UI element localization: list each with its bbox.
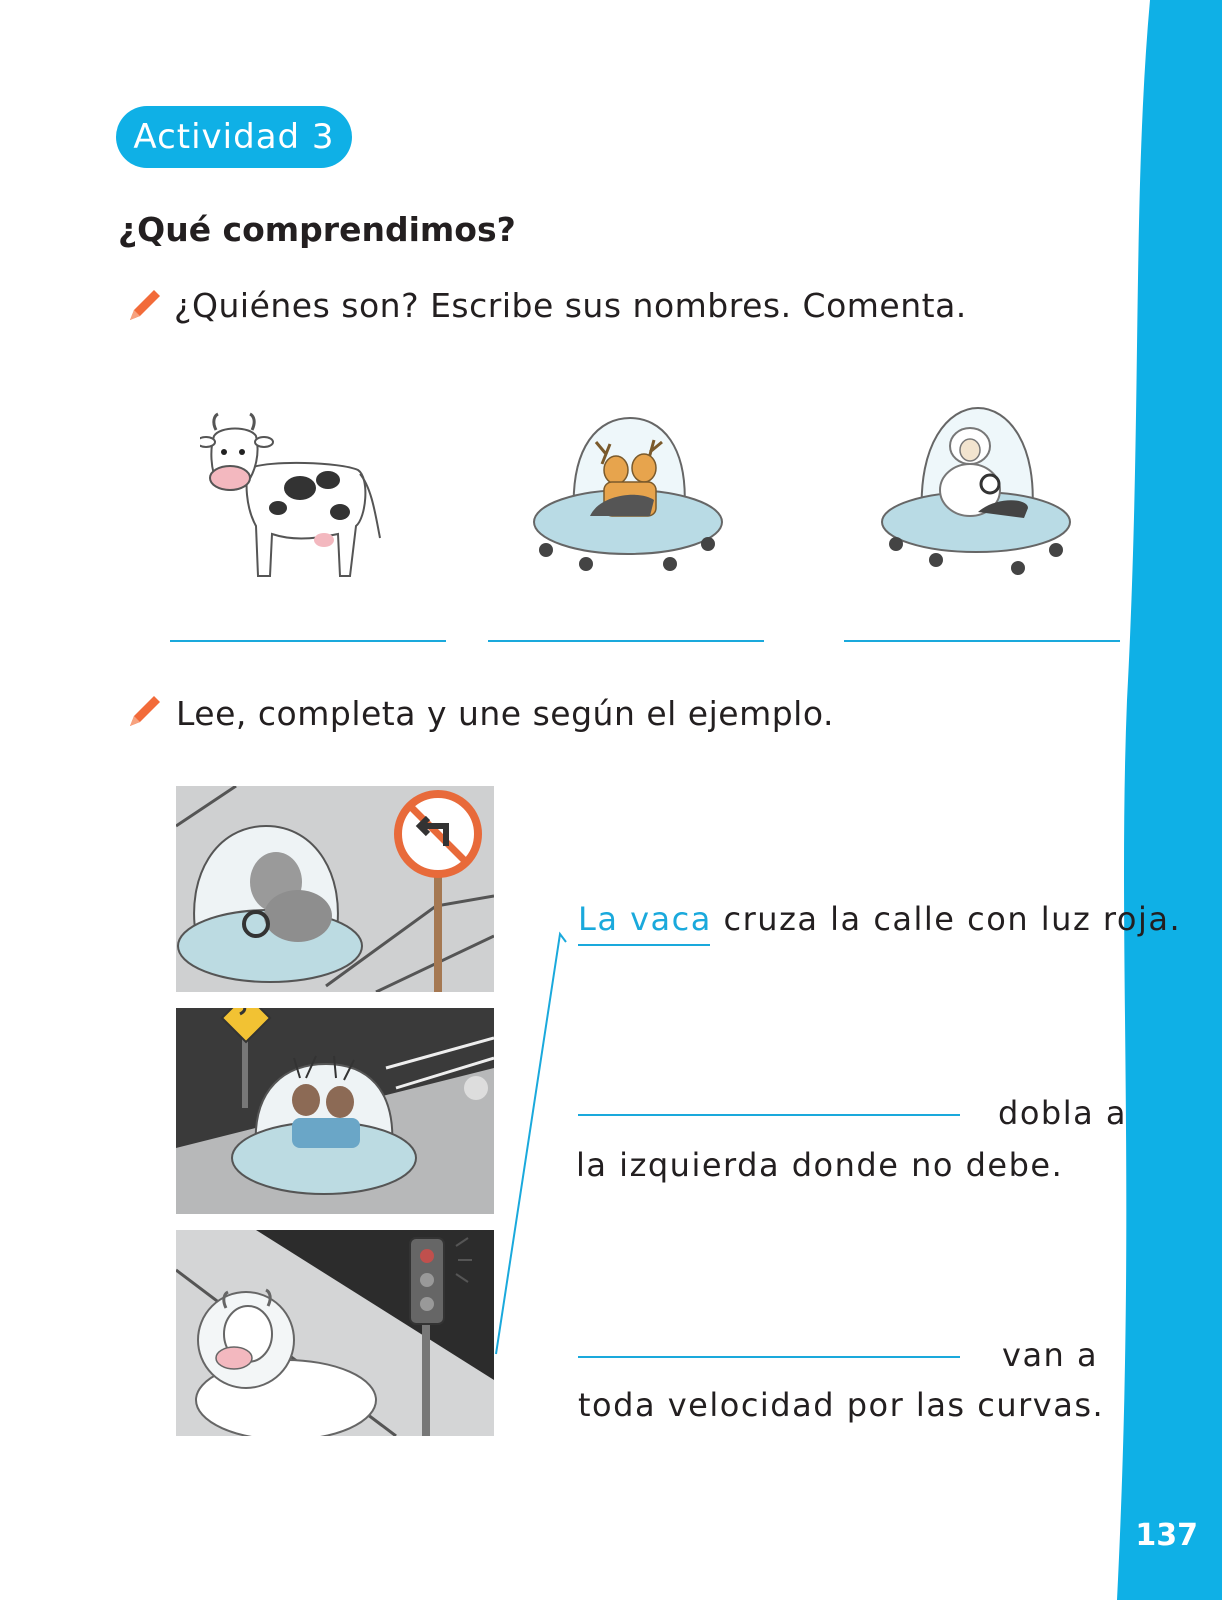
- panel-reindeer: [176, 1008, 494, 1214]
- name-blank-1[interactable]: [170, 640, 446, 642]
- sheep-spaceship-icon: [878, 404, 1074, 584]
- name-blank-2[interactable]: [488, 640, 764, 642]
- connector-line: [494, 930, 570, 1360]
- panel-cow: [176, 1230, 494, 1436]
- sentence-3-line2: toda velocidad por las curvas.: [578, 1386, 1105, 1424]
- section-title: ¿Qué comprendimos?: [118, 210, 516, 249]
- cow-icon: [200, 408, 390, 584]
- sentence-3-end: van a: [1002, 1336, 1099, 1374]
- pencil-icon: [122, 690, 166, 734]
- page-number: 137: [1135, 1518, 1198, 1553]
- sentence-1: [578, 900, 1181, 938]
- instruction-complete: Lee, completa y une según el ejemplo.: [176, 694, 834, 733]
- answer-underline-1: [578, 944, 710, 946]
- sentence-1-answer: La vaca: [578, 900, 712, 938]
- sentence-3-blank[interactable]: [578, 1356, 960, 1358]
- activity-badge: Actividad 3: [116, 106, 352, 168]
- side-band: [1112, 0, 1222, 1600]
- sentence-2-line2: la izquierda donde no debe.: [576, 1146, 1064, 1184]
- sentence-2-end: dobla a: [998, 1094, 1127, 1132]
- pencil-icon: [122, 284, 166, 328]
- reindeer-spaceship-icon: [530, 404, 726, 584]
- panel-sheep: [176, 786, 494, 992]
- sentence-2-blank[interactable]: [578, 1114, 960, 1116]
- sentence-1-text: cruza la calle con luz roja.: [723, 900, 1182, 938]
- instruction-names: ¿Quiénes son? Escribe sus nombres. Comenta.: [174, 286, 967, 325]
- name-blank-3[interactable]: [844, 640, 1120, 642]
